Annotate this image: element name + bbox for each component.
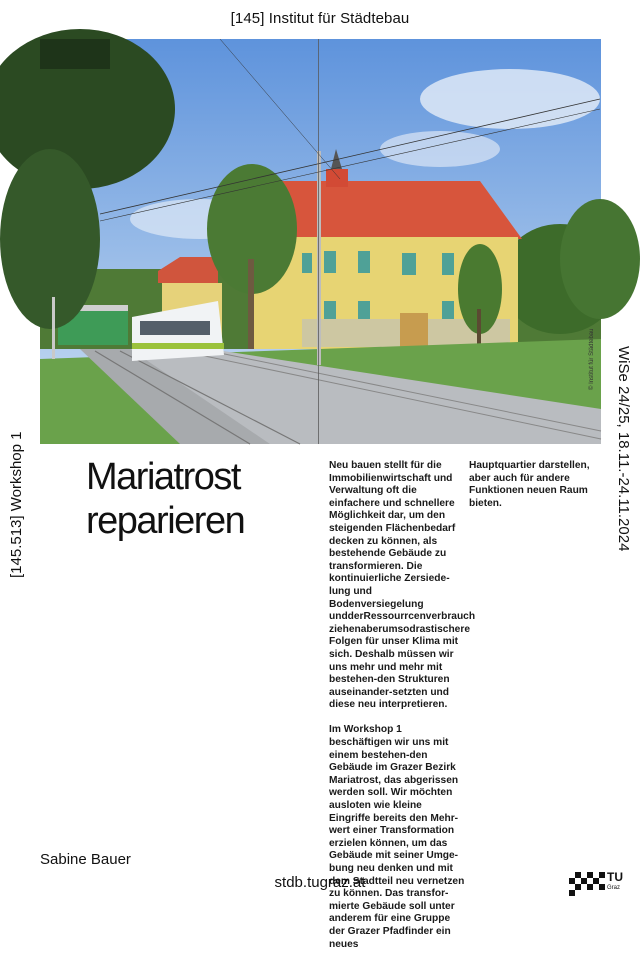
tu-graz-logo (567, 866, 629, 896)
side-label-workshop: [145.513] Workshop 1 (8, 431, 25, 578)
website-link[interactable]: stdb.tugraz.at (274, 874, 366, 891)
photo-tram-building (40, 39, 601, 444)
logo-text: TU (607, 870, 623, 884)
body-column-2 (469, 460, 599, 523)
header-title: [145] Institut für Städtebau (230, 10, 410, 27)
logo-subtext: Graz (607, 885, 621, 891)
title-line-2: reparieren (86, 500, 245, 542)
photo-credit: © Institut für Städtebau (589, 328, 595, 390)
page-title (86, 455, 244, 543)
side-label-semester: WiSe 24/25, 18.11.-24.11.2024 (615, 346, 632, 552)
title-line-1: Mariatrost (86, 456, 240, 498)
author-name: Sabine Bauer (40, 851, 131, 868)
body-paragraph-2: Im Workshop 1 beschäftigen wir uns mit einem bestehen-den Gebäude im Grazer Bezirk Mariatrost, das abgerissen werden soll. Wir möchten ausloten wie kleine Eingriffe bereits den Mehr-wert einer Transformation erzielen können, um das Gebäude mit seiner Umge-bung neu denken und mit dem Stadtteil neu vernetzen zu können. Das transfor-mierte Gebäude soll unter anderem für eine Gruppe der Grazer Pfadfinder ein neues (329, 724, 465, 950)
body-paragraph-1: Neu bauen stellt für die Immobilienwirtschaft und Verwaltung oft die einfachere und schnellere Möglichkeit dar, um den steigenden Flächenbedarf decken zu können, als bestehende Gebäude zu transformieren. Die kontinuierliche Zersiede-lung und Bodenversiegelung undderRessourrcenverbrauch ziehenaberumsodrastischere Folgen für unser Klima mit sich. Deshalb müssen wir uns mehr und mehr mit bestehen-den Strukturen auseinander-setzten und diese neu interpretieren. (329, 460, 476, 711)
body-paragraph-3: Hauptquartier darstellen, aber auch für andere Funktionen neuen Raum bieten. (469, 460, 590, 509)
photo-center-divider (318, 39, 319, 444)
